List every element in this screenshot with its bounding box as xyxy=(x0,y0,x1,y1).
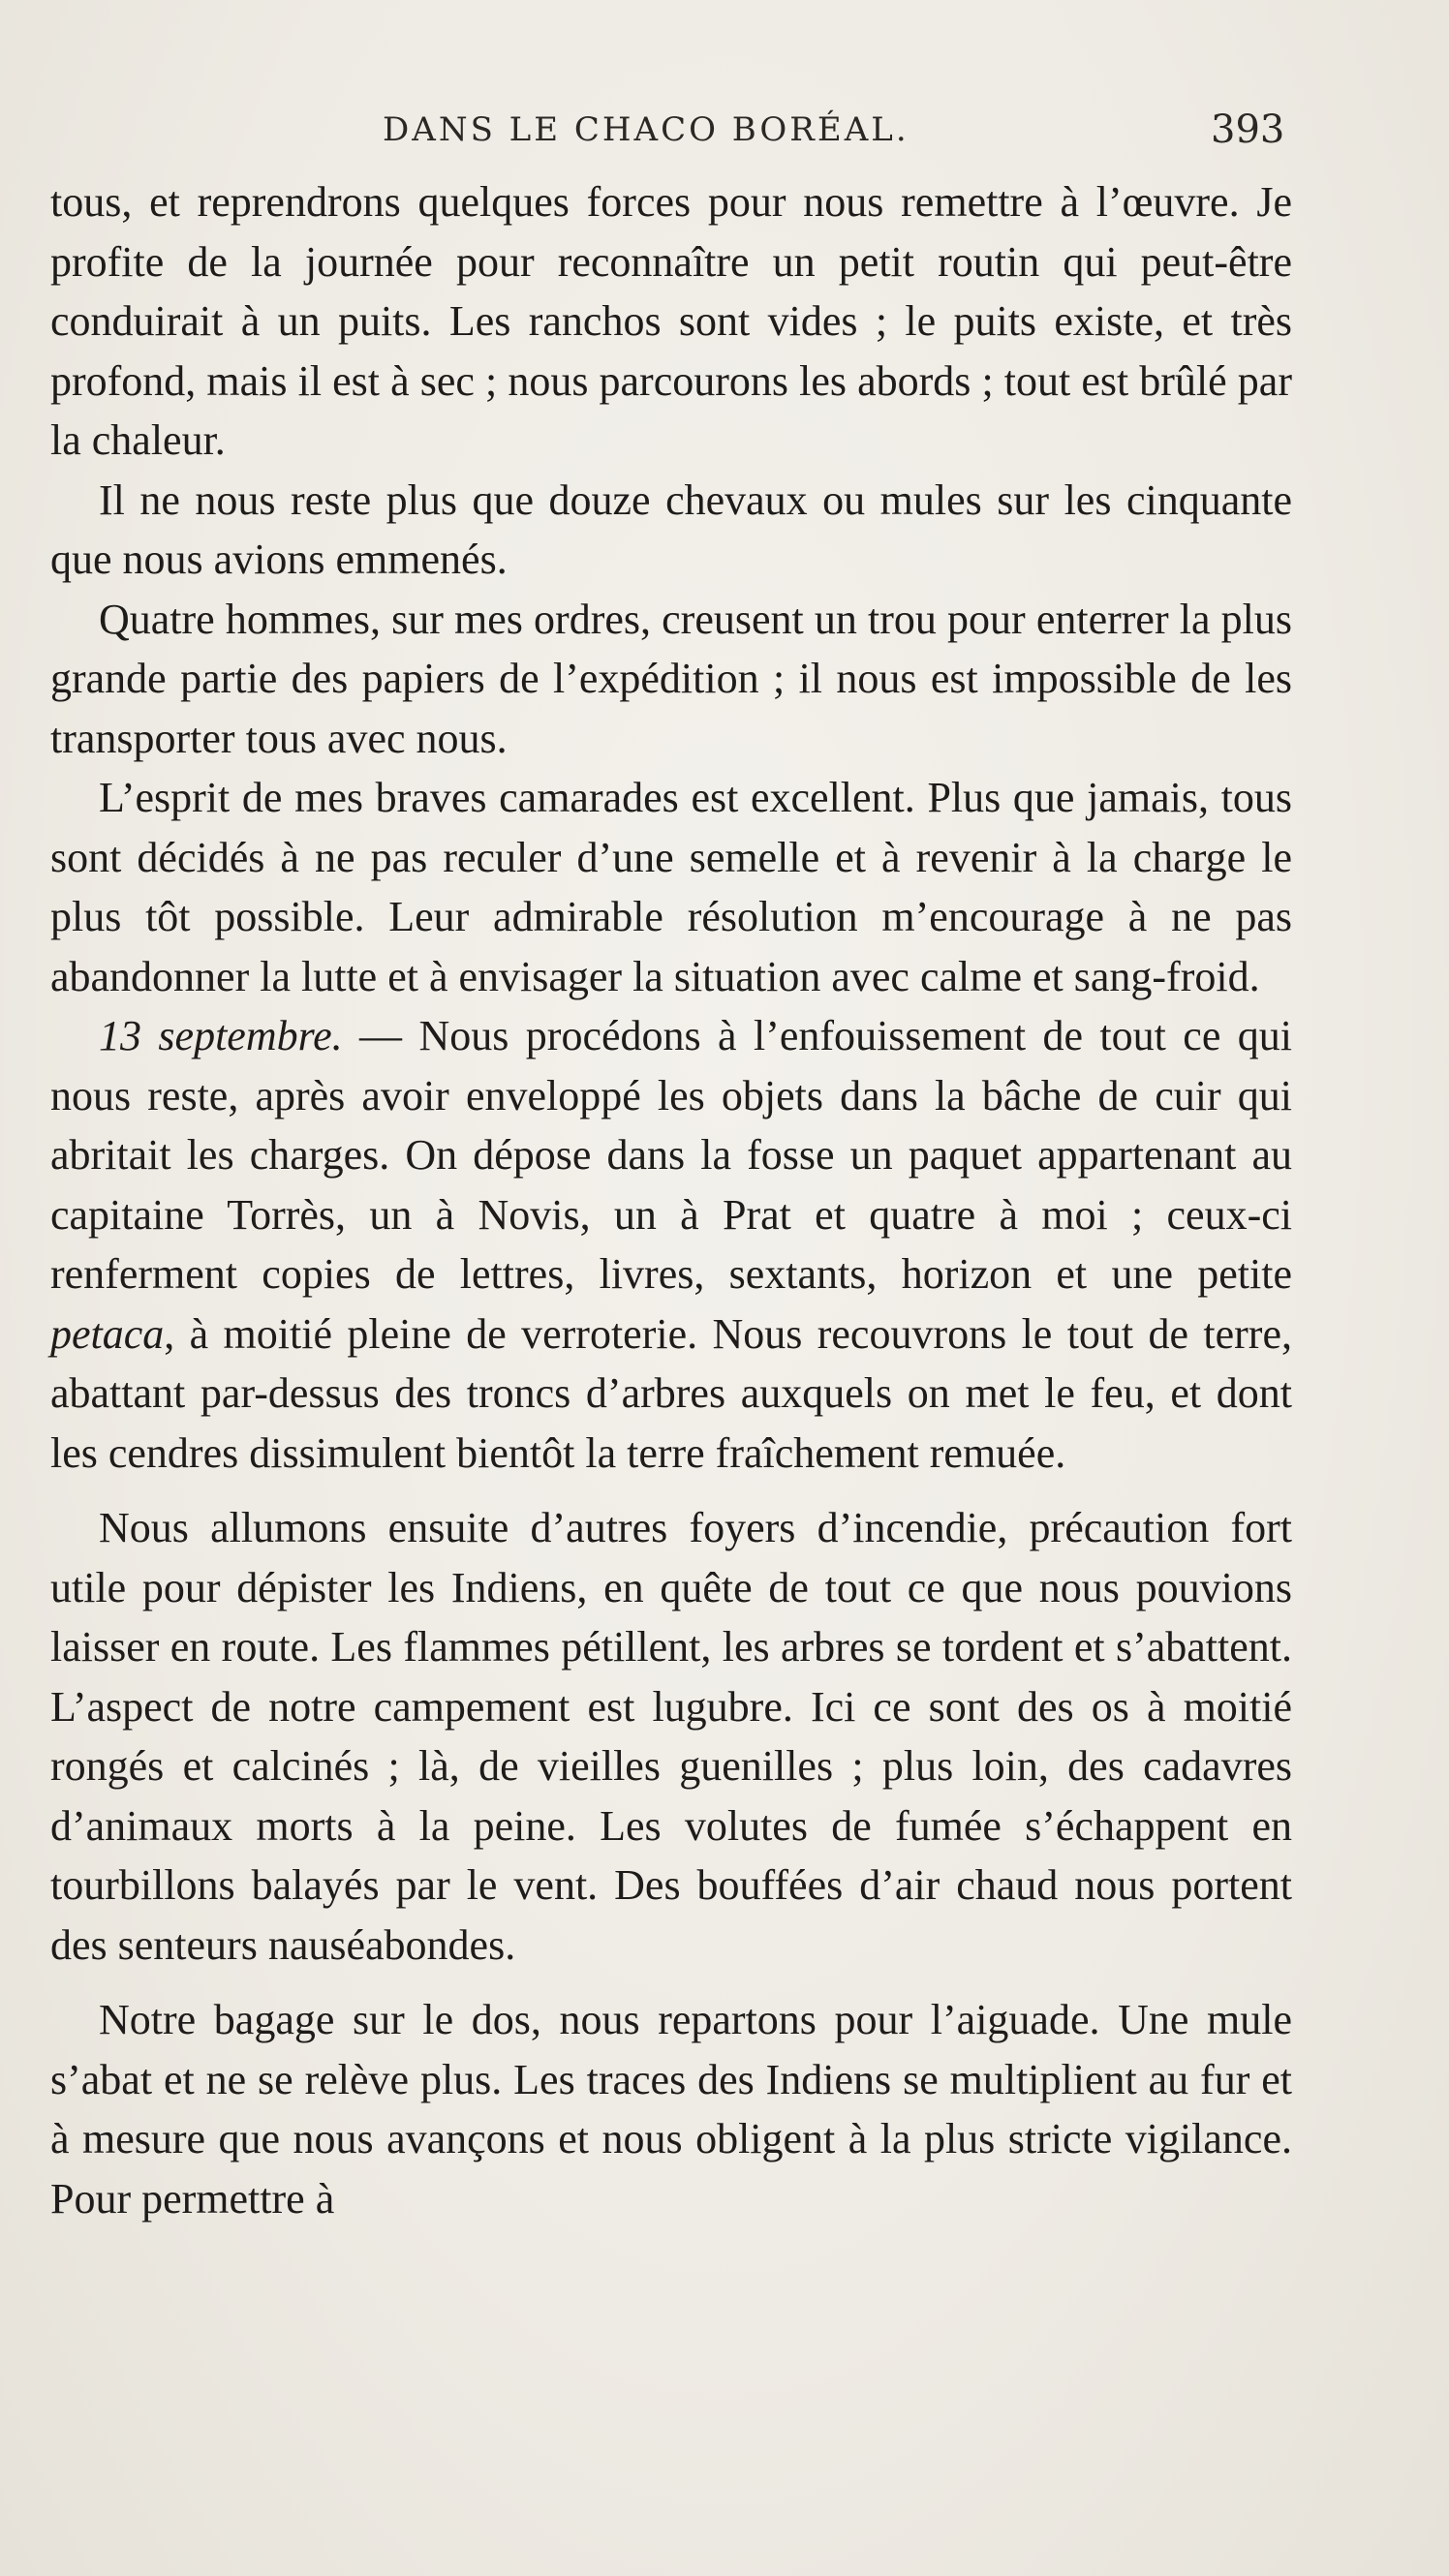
paragraph-5-part-b: , à moitié pleine de verroterie. Nous recouvrons le tout de terre, abattant par-dessus des troncs d’arbres auxquels on met le feu, et dont les cendres dissimulent bientôt la terre fraîchement remuée. xyxy=(50,1309,1292,1477)
date-heading: 13 septembre. xyxy=(99,1012,343,1059)
paragraph-2: Il ne nous reste plus que douze chevaux ou mules sur les cinquante que nous avions emmenés. xyxy=(50,475,1292,583)
running-head xyxy=(0,101,1449,159)
paragraph-4: L’esprit de mes braves camarades est excellent. Plus que jamais, tous sont décidés à ne pas reculer d’une semelle et à revenir à la charge le plus tôt possible. Leur admirable résolution m’encourage à ne pas abandonner la lutte et à envisager la situation avec calme et sang-froid. xyxy=(50,774,1292,1000)
paragraph-5 xyxy=(50,1006,1292,1483)
paragraph-6: Nous allumons ensuite d’autres foyers d’incendie, précaution fort utile pour dépister les Indiens, en quête de tout ce que nous pouvions laisser en route. Les flammes pétillent, les arbres se tordent et s’abattent. L’aspect de notre campement est lugubre. Ici ce sont des os à moitié rongés et calcinés ; là, de vieilles guenilles ; plus loin, des cadavres d’animaux morts à la peine. Les volutes de fumée s’échappent en tourbillons balayés par le vent. Des bouffées d’air chaud nous portent des senteurs nauséabondes. xyxy=(50,1504,1292,1969)
paragraph-5-part-a: — Nous procédons à l’enfouissement de tout ce qui nous reste, après avoir enveloppé les objets dans la bâche de cuir qui abritait les charges. On dépose dans la fosse un paquet appartenant au capitaine Torrès, un à Novis, un à Prat et quatre à moi ; ceux-ci renferment copies de lettres, livres, sextants, horizon et une petite xyxy=(50,1012,1292,1298)
body-text xyxy=(50,172,1292,2228)
page-number: 393 xyxy=(1211,107,1285,152)
running-title: DANS LE CHACO BORÉAL. xyxy=(383,110,909,149)
italic-term: petaca xyxy=(50,1309,165,1358)
paragraph-7: Notre bagage sur le dos, nous repartons pour l’aiguade. Une mule s’abat et ne se relève plus. Les traces des Indiens se multiplient au fur et à mesure que nous avançons et nous obligent à la plus stricte vigilance. Pour permettre à xyxy=(50,1996,1292,2223)
paragraph-3: Quatre hommes, sur mes ordres, creusent un trou pour enterrer la plus grande partie des papiers de l’expédition ; il nous est impossible de les transporter tous avec nous. xyxy=(50,595,1292,762)
paragraph-1: tous, et reprendrons quelques forces pour nous remettre à l’œuvre. Je profite de la journée pour reconnaître un petit routin qui peut-être conduirait à un puits. Les ranchos sont vides ; le puits existe, et très profond, mais il est à sec ; nous parcourons les abords ; tout est brûlé par la chaleur. xyxy=(50,178,1292,464)
